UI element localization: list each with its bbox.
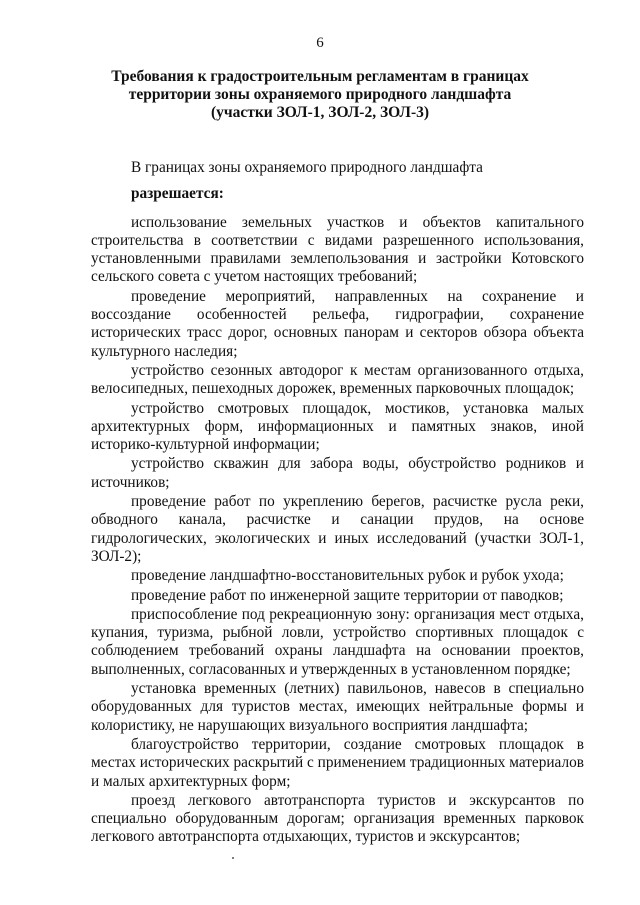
list-item: благоустройство территории, создание смотровых площадок в местах исторических раскрытий с применением традиционных материалов и малых архитектурных форм; [91,735,584,790]
list-item: использование земельных участков и объектов капитального строительства в соответствии с видами разрешенного использования, установленными правилами землепользования и застройки Котовского сельского совета с учетом настоящих требований; [91,213,584,286]
list-item: установка временных (летних) павильонов, навесов в специально оборудованных для туристов местах, имеющих нейтральные формы и колористику, не нарушающих визуального восприятия ландшафта; [91,680,584,734]
title-line-1: Требования к градостроительным регламентам в границах [111,68,529,85]
list-item: устройство скважин для забора воды, обустройство родников и источников; [91,455,584,491]
list-item: проведение работ по инженерной защите территории от паводков; [131,586,564,604]
page-number: 6 [316,35,324,51]
list-item: устройство смотровых площадок, мостиков, установка малых архитектурных форм, информационных и памятных знаков, иной историко-культурной информации; [91,399,584,454]
list-item: устройство сезонных автодорог к местам организованного отдыха, велосипедных, пешеходных дорожек, временных парковочных площадок; [91,361,584,398]
list-item: проведение ландшафтно-восстановительных рубок и рубок ухода; [131,567,564,585]
list-item: проведение мероприятий, направленных на сохранение и воссоздание особенностей рельефа, гидрографии, сохранение исторических трасс дорог, основных панорам и секторов обзора объекта культурного наследия; [91,287,584,360]
title-line-3: (участки ЗОЛ-1, ЗОЛ-2, ЗОЛ-3) [210,104,430,121]
intro-text: В границах зоны охраняемого природного ландшафта [131,159,483,176]
list-item: приспособление под рекреационную зону: организация мест отдыха, купания, туризма, рыбной ловли, устройство спортивных площадок с соблюдением требований охраны ландшафта на основании проектов, выполненных, согласованных и утвержденных в установленном порядке; [91,605,584,678]
document-body [91,159,584,848]
scan-speck [232,857,234,859]
document-title [90,68,550,122]
list-item: проезд легкового автотранспорта туристов и экскурсантов по специально оборудованным дорогам; организация временных парковок легкового автотранспорта отдыхающих, туристов и экскурсантов; [91,791,584,846]
allowed-label: разрешается: [131,185,224,203]
title-line-2: территории зоны охраняемого природного ландшафта [128,86,512,103]
list-item: проведение работ по укреплению берегов, расчистке русла реки, обводного канала, расчистке и санации прудов, на основе гидрологических, экологических и иных исследований (участки ЗОЛ-1, ЗОЛ-2); [91,493,584,565]
